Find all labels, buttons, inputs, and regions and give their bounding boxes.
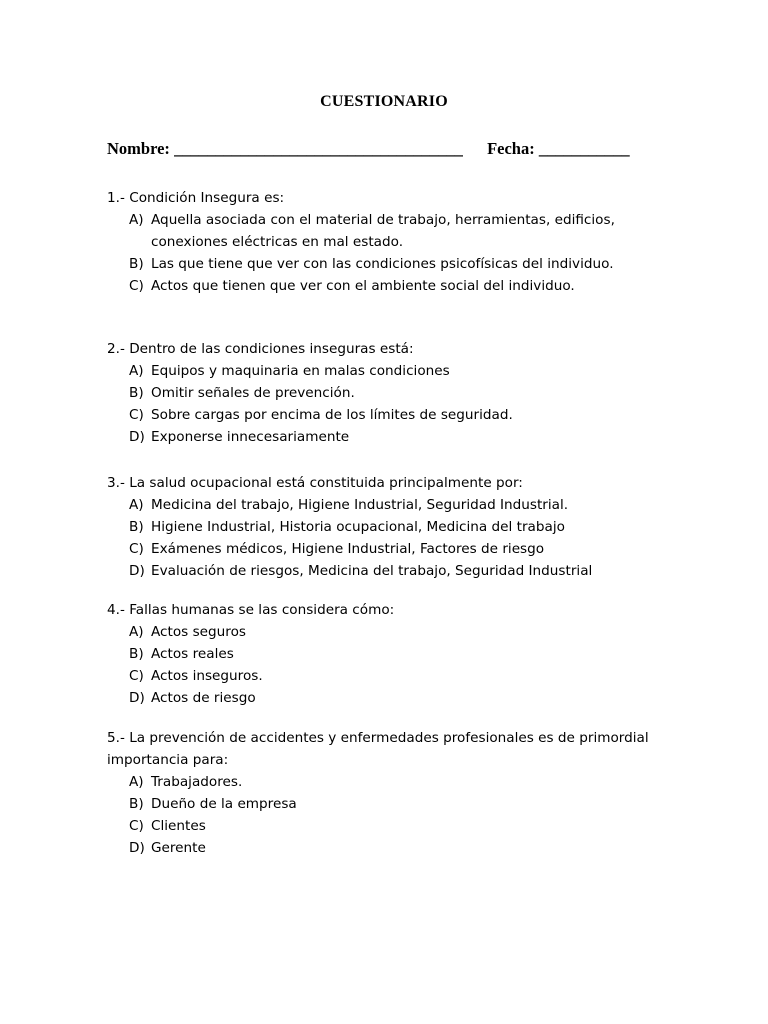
page-title: CUESTIONARIO xyxy=(320,93,448,110)
option-letter: B) xyxy=(129,796,144,812)
option-text: Las que tiene que ver con las condiciones psicofísicas del individuo. xyxy=(151,256,614,272)
option-text: Sobre cargas por encima de los límites de seguridad. xyxy=(151,407,513,423)
option-a xyxy=(107,360,667,382)
question-stem: 5.- La prevención de accidentes y enfermedades profesionales es de primordial importancia para: xyxy=(107,730,649,768)
option-letter: C) xyxy=(129,407,144,423)
option-letter: D) xyxy=(129,840,145,856)
option-text: Exponerse innecesariamente xyxy=(151,429,350,445)
option-letter: A) xyxy=(129,363,144,379)
option-c xyxy=(107,665,667,687)
option-letter: D) xyxy=(129,429,145,445)
option-d xyxy=(107,426,667,448)
option-letter: A) xyxy=(129,497,144,513)
option-text: Aquella asociada con el material de trabajo, herramientas, edificios, xyxy=(151,212,615,228)
option-text: Actos de riesgo xyxy=(151,690,256,706)
name-date-line xyxy=(107,139,630,159)
option-letter: B) xyxy=(129,385,144,401)
option-b xyxy=(107,516,667,538)
option-text: Actos seguros xyxy=(151,624,246,640)
question-2 xyxy=(107,338,667,448)
option-letter: D) xyxy=(129,690,145,706)
date-blank: ___________ xyxy=(538,139,630,158)
option-text: Higiene Industrial, Historia ocupacional, Medicina del trabajo xyxy=(151,519,565,535)
option-text: Trabajadores. xyxy=(151,774,243,790)
option-b xyxy=(107,793,667,815)
name-blank: ___________________________________ xyxy=(174,139,463,158)
option-c xyxy=(107,538,667,560)
question-3 xyxy=(107,472,667,582)
option-letter: A) xyxy=(129,624,144,640)
option-text: Actos reales xyxy=(151,646,234,662)
option-text: Evaluación de riesgos, Medicina del trabajo, Seguridad Industrial xyxy=(151,563,593,579)
name-label: Nombre: xyxy=(107,139,170,158)
question-5 xyxy=(107,727,667,859)
option-letter: A) xyxy=(129,212,144,228)
question-stem: 4.- Fallas humanas se las considera cómo: xyxy=(107,602,395,618)
option-d xyxy=(107,687,667,709)
option-letter: C) xyxy=(129,541,144,557)
option-letter: B) xyxy=(129,646,144,662)
option-text: Exámenes médicos, Higiene Industrial, Factores de riesgo xyxy=(151,541,545,557)
date-label: Fecha: xyxy=(487,139,535,158)
question-stem: 3.- La salud ocupacional está constituida principalmente por: xyxy=(107,475,523,491)
question-stem: 1.- Condición Insegura es: xyxy=(107,190,285,206)
option-a xyxy=(107,771,667,793)
option-a xyxy=(107,494,667,516)
option-letter: D) xyxy=(129,563,145,579)
option-c xyxy=(107,275,667,297)
option-letter: B) xyxy=(129,256,144,272)
option-text: Medicina del trabajo, Higiene Industrial, Seguridad Industrial. xyxy=(151,497,569,513)
option-text: Equipos y maquinaria en malas condiciones xyxy=(151,363,450,379)
option-d xyxy=(107,560,667,582)
option-text: Omitir señales de prevención. xyxy=(151,385,355,401)
option-letter: C) xyxy=(129,278,144,294)
question-4 xyxy=(107,599,667,709)
option-c xyxy=(107,815,667,837)
option-b xyxy=(107,643,667,665)
option-text: Actos inseguros. xyxy=(151,668,263,684)
option-b xyxy=(107,253,667,275)
option-text: Actos que tienen que ver con el ambiente social del individuo. xyxy=(151,278,575,294)
option-text: Dueño de la empresa xyxy=(151,796,297,812)
option-a xyxy=(107,209,667,253)
option-d xyxy=(107,837,667,859)
question-1 xyxy=(107,187,667,297)
question-stem: 2.- Dentro de las condiciones inseguras está: xyxy=(107,341,414,357)
option-letter: A) xyxy=(129,774,144,790)
option-letter: C) xyxy=(129,668,144,684)
option-letter: B) xyxy=(129,519,144,535)
option-a xyxy=(107,621,667,643)
option-text-continuation: conexiones eléctricas en mal estado. xyxy=(151,234,404,250)
option-text: Gerente xyxy=(151,840,206,856)
option-text: Clientes xyxy=(151,818,206,834)
option-b xyxy=(107,382,667,404)
option-c xyxy=(107,404,667,426)
option-letter: C) xyxy=(129,818,144,834)
